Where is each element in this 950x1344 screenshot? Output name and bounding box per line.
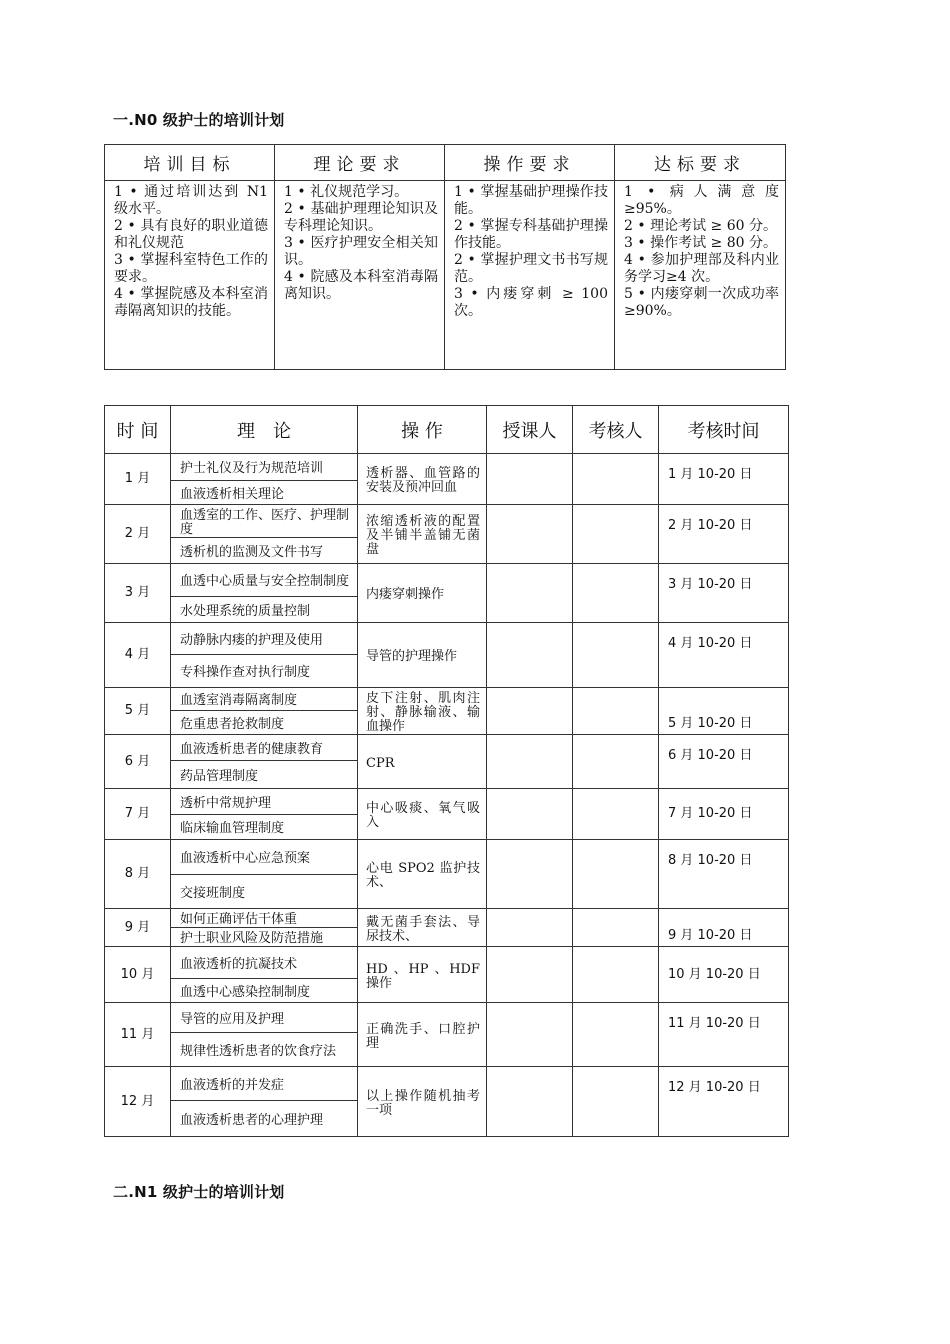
goals-table — [104, 144, 786, 370]
theory-cell: 血液透析相关理论 — [171, 481, 358, 505]
month-cell: 6 月 — [105, 735, 171, 789]
goal-item: 3 • 掌握科室特色工作的要求。 — [114, 252, 268, 285]
goals-header-standard: 达标要求 — [615, 145, 786, 181]
month-cell: 12 月 — [105, 1067, 171, 1137]
standard-item: 5 • 内瘘穿刺一次成功率≥90%。 — [624, 286, 779, 319]
theory-cell: 透析中常规护理 — [171, 789, 358, 815]
goals-col-theory — [275, 181, 445, 370]
table-row — [105, 564, 789, 597]
operation-cell: 浓缩透析液的配置及半铺半盖铺无菌盘 — [358, 505, 487, 564]
lecturer-cell — [487, 735, 573, 789]
lecturer-cell — [487, 688, 573, 735]
month-cell: 11 月 — [105, 1003, 171, 1067]
month-cell: 8 月 — [105, 840, 171, 909]
exam-time-cell: 5 月 10-20 日 — [659, 688, 789, 735]
operation-item: 2 • 掌握护理文书书写规范。 — [454, 252, 608, 285]
goals-header-row — [105, 145, 786, 181]
month-cell: 9 月 — [105, 909, 171, 947]
goals-col-standard — [615, 181, 786, 370]
theory-cell: 动静脉内瘘的护理及使用 — [171, 623, 358, 655]
theory-cell: 危重患者抢救制度 — [171, 711, 358, 735]
exam-time-cell: 10 月 10-20 日 — [659, 947, 789, 1003]
month-cell: 10 月 — [105, 947, 171, 1003]
examiner-cell — [573, 1003, 659, 1067]
theory-cell: 血液透析的并发症 — [171, 1067, 358, 1101]
lecturer-cell — [487, 1067, 573, 1137]
table-row — [105, 735, 789, 761]
operation-item: 1 • 掌握基础护理操作技能。 — [454, 184, 608, 217]
table-row — [105, 840, 789, 875]
header-lecturer: 授课人 — [487, 406, 573, 454]
goals-header-target: 培训目标 — [105, 145, 275, 181]
exam-time-cell: 2 月 10-20 日 — [659, 505, 789, 564]
table-row — [105, 947, 789, 979]
exam-time-cell: 3 月 10-20 日 — [659, 564, 789, 623]
lecturer-cell — [487, 454, 573, 505]
examiner-cell — [573, 505, 659, 564]
goals-col-target — [105, 181, 275, 370]
table-row — [105, 688, 789, 711]
theory-cell: 规律性透析患者的饮食疗法 — [171, 1033, 358, 1067]
standard-item: 2 • 理论考试 ≥ 60 分。 — [624, 218, 777, 234]
table-row — [105, 909, 789, 928]
theory-item: 2 • 基础护理理论知识及专科理论知识。 — [284, 201, 438, 234]
examiner-cell — [573, 1067, 659, 1137]
examiner-cell — [573, 623, 659, 688]
operation-item: 3 • 内瘘穿刺 ≥ 100 次。 — [454, 286, 608, 319]
goal-item: 2 • 具有良好的职业道德和礼仪规范 — [114, 218, 268, 251]
section-1-title: 一.N0 级护士的培训计划 — [113, 111, 285, 129]
theory-cell: 如何正确评估干体重 — [171, 909, 358, 928]
operation-cell: 内瘘穿刺操作 — [358, 564, 487, 623]
month-cell: 7 月 — [105, 789, 171, 840]
header-time: 时 间 — [105, 406, 171, 454]
standard-item: 1 • 病人满意度 ≥95%。 — [624, 184, 779, 217]
operation-item: 2 • 掌握专科基础护理操作技能。 — [454, 218, 608, 251]
operation-cell: 正确洗手、口腔护理 — [358, 1003, 487, 1067]
exam-time-cell: 11 月 10-20 日 — [659, 1003, 789, 1067]
theory-cell: 药品管理制度 — [171, 761, 358, 789]
operation-cell: CPR — [358, 735, 487, 789]
theory-cell: 血液透析中心应急预案 — [171, 840, 358, 875]
examiner-cell — [573, 947, 659, 1003]
exam-time-cell: 12 月 10-20 日 — [659, 1067, 789, 1137]
goal-item: 1 • 通过培训达到 N1 级水平。 — [114, 184, 268, 217]
goals-body-row — [105, 181, 786, 370]
theory-item: 1 • 礼仪规范学习。 — [284, 184, 409, 200]
exam-time-cell: 4 月 10-20 日 — [659, 623, 789, 688]
header-exam-time: 考核时间 — [659, 406, 789, 454]
theory-cell: 血透中心质量与安全控制制度 — [171, 564, 358, 597]
examiner-cell — [573, 564, 659, 623]
exam-time-cell: 8 月 10-20 日 — [659, 840, 789, 909]
table-row — [105, 623, 789, 655]
lecturer-cell — [487, 840, 573, 909]
theory-cell: 血透室的工作、医疗、护理制度 — [171, 505, 358, 538]
lecturer-cell — [487, 1003, 573, 1067]
theory-cell: 透析机的监测及文件书写 — [171, 538, 358, 564]
theory-cell: 血透室消毒隔离制度 — [171, 688, 358, 711]
month-cell: 3 月 — [105, 564, 171, 623]
table-row — [105, 454, 789, 481]
exam-time-cell: 7 月 10-20 日 — [659, 789, 789, 840]
header-theory: 理 论 — [171, 406, 358, 454]
section-2-title: 二.N1 级护士的培训计划 — [113, 1183, 285, 1201]
theory-cell: 水处理系统的质量控制 — [171, 597, 358, 623]
table-row — [105, 505, 789, 538]
theory-cell: 血液透析的抗凝技术 — [171, 947, 358, 979]
theory-item: 4 • 院感及本科室消毒隔离知识。 — [284, 269, 438, 302]
table-row — [105, 1003, 789, 1033]
operation-cell: 戴无菌手套法、导尿技术、 — [358, 909, 487, 947]
theory-cell: 护士礼仪及行为规范培训 — [171, 454, 358, 481]
operation-cell: 中心吸痰、氧气吸入 — [358, 789, 487, 840]
standard-item: 4 • 参加护理部及科内业务学习≥4 次。 — [624, 252, 779, 285]
examiner-cell — [573, 735, 659, 789]
lecturer-cell — [487, 505, 573, 564]
lecturer-cell — [487, 789, 573, 840]
examiner-cell — [573, 789, 659, 840]
theory-item: 3 • 医疗护理安全相关知识。 — [284, 235, 438, 268]
month-cell: 2 月 — [105, 505, 171, 564]
theory-cell: 护士职业风险及防范措施 — [171, 928, 358, 947]
schedule-table — [104, 405, 789, 1137]
operation-cell: HD 、HP 、HDF 操作 — [358, 947, 487, 1003]
theory-cell: 交接班制度 — [171, 875, 358, 909]
exam-time-cell: 9 月 10-20 日 — [659, 909, 789, 947]
table-row — [105, 789, 789, 815]
theory-cell: 导管的应用及护理 — [171, 1003, 358, 1033]
header-operation: 操 作 — [358, 406, 487, 454]
theory-cell: 专科操作查对执行制度 — [171, 655, 358, 688]
operation-cell: 皮下注射、肌肉注射、静脉输液、输血操作 — [358, 688, 487, 735]
theory-cell: 临床输血管理制度 — [171, 815, 358, 840]
standard-item: 3 • 操作考试 ≥ 80 分。 — [624, 235, 777, 251]
examiner-cell — [573, 909, 659, 947]
month-cell: 5 月 — [105, 688, 171, 735]
goal-item: 4 • 掌握院感及本科室消毒隔离知识的技能。 — [114, 286, 268, 319]
theory-cell: 血液透析患者的健康教育 — [171, 735, 358, 761]
lecturer-cell — [487, 909, 573, 947]
goals-col-operation — [445, 181, 615, 370]
goals-header-theory: 理论要求 — [275, 145, 445, 181]
exam-time-cell: 1 月 10-20 日 — [659, 454, 789, 505]
month-cell: 4 月 — [105, 623, 171, 688]
examiner-cell — [573, 688, 659, 735]
table-row — [105, 1067, 789, 1101]
goals-header-operation: 操作要求 — [445, 145, 615, 181]
examiner-cell — [573, 454, 659, 505]
lecturer-cell — [487, 623, 573, 688]
lecturer-cell — [487, 947, 573, 1003]
operation-cell: 以上操作随机抽考一项 — [358, 1067, 487, 1137]
examiner-cell — [573, 840, 659, 909]
operation-cell: 导管的护理操作 — [358, 623, 487, 688]
theory-cell: 血透中心感染控制制度 — [171, 979, 358, 1003]
exam-time-cell: 6 月 10-20 日 — [659, 735, 789, 789]
theory-cell: 血液透析患者的心理护理 — [171, 1101, 358, 1137]
operation-cell: 心电 SPO2 监护技术、 — [358, 840, 487, 909]
schedule-header-row — [105, 406, 789, 454]
header-examiner: 考核人 — [573, 406, 659, 454]
lecturer-cell — [487, 564, 573, 623]
operation-cell: 透析器、血管路的安装及预冲回血 — [358, 454, 487, 505]
month-cell: 1 月 — [105, 454, 171, 505]
